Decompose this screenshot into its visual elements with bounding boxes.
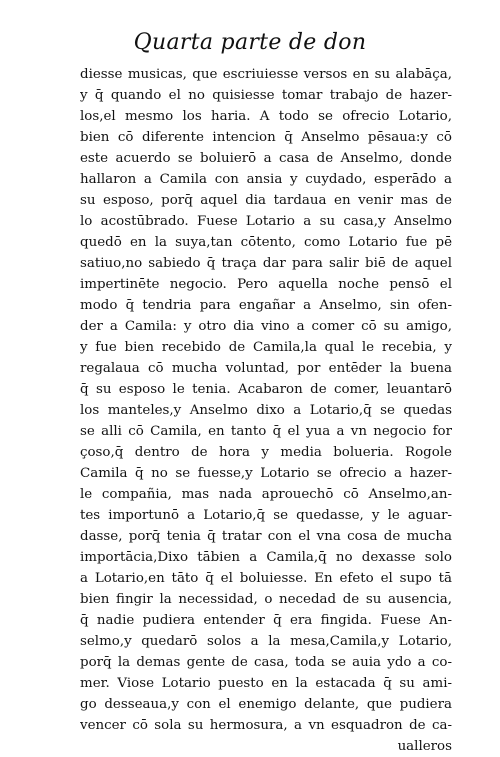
- text-line: a Lotario,en tāto q̄ el boluiesse. En efeto el supo tā: [80, 571, 452, 586]
- text-line: vencer cō sola su hermosura, a vn esquadron de ca-: [80, 718, 452, 733]
- text-line: dasse, porq̄ tenia q̄ tratar con el vna cosa de mucha: [80, 529, 452, 544]
- text-line: le compañia, mas nada aprouechō cō Anselmo,an-: [80, 487, 452, 502]
- text-line: mer. Viose Lotario puesto en la estacada q̄ su ami-: [80, 676, 452, 691]
- text-line: diesse musicas, que escriuiesse versos en su alabāça,: [80, 67, 452, 82]
- text-line: hallaron a Camila con ansia y cuydado, esperādo a: [80, 172, 452, 187]
- text-line: y fue bien recebido de Camila,la qual le recebia, y: [80, 340, 452, 355]
- text-line: Camila q̄ no se fuesse,y Lotario se ofrecio a hazer-: [80, 466, 452, 481]
- text-line: selmo,y quedarō solos a la mesa,Camila,y Lotario,: [80, 634, 452, 649]
- text-line: este acuerdo se boluierō a casa de Anselmo, donde: [80, 151, 452, 166]
- text-line: porq̄ la demas gente de casa, toda se auia ydo a co-: [80, 655, 452, 670]
- text-line: lo acostūbrado. Fuese Lotario a su casa,y Anselmo: [80, 214, 452, 229]
- text-line: satiuo,no sabiedo q̄ traça dar para salir biē de aquel: [80, 256, 452, 271]
- text-line: importācia,Dixo tābien a Camila,q̄ no dexasse solo: [80, 550, 452, 565]
- body-text: [80, 64, 452, 757]
- running-head: Quarta parte de don: [133, 30, 367, 55]
- catchword: ualleros: [397, 739, 452, 754]
- text-line: q̄ nadie pudiera entender q̄ era fingida. Fuese An-: [80, 613, 452, 628]
- text-line: regalaua cō mucha voluntad, por entēder la buena: [80, 361, 452, 376]
- text-line: tes importunō a Lotario,q̄ se quedasse, y le aguar-: [80, 508, 452, 523]
- text-line: bien fingir la necessidad, o necedad de su ausencia,: [80, 592, 452, 607]
- text-line: se alli cō Camila, en tanto q̄ el yua a vn negocio for: [80, 424, 452, 439]
- text-line: quedō en la suya,tan cōtento, como Lotario fue pē: [80, 235, 452, 250]
- text-line: der a Camila: y otro dia vino a comer cō su amigo,: [80, 319, 452, 334]
- text-line: los,el mesmo los haria. A todo se ofrecio Lotario,: [80, 109, 452, 124]
- text-line: los manteles,y Anselmo dixo a Lotario,q̄ se quedas: [80, 403, 452, 418]
- text-line: su esposo, porq̄ aquel dia tardaua en venir mas de: [80, 193, 452, 208]
- text-line: modo q̄ tendria para engañar a Anselmo, sin ofen-: [80, 298, 452, 313]
- text-line: go desseaua,y con el enemigo delante, que pudiera: [80, 697, 452, 712]
- text-line: bien cō diferente intencion q̄ Anselmo pēsaua:y cō: [80, 130, 452, 145]
- text-line: çoso,q̄ dentro de hora y media bolueria. Rogole: [80, 445, 452, 460]
- text-line: q̄ su esposo le tenia. Acabaron de comer, leuantarō: [80, 382, 452, 397]
- text-line: impertinēte negocio. Pero aquella noche pensō el: [80, 277, 452, 292]
- text-line: y q̄ quando el no quisiesse tomar trabajo de hazer-: [80, 88, 452, 103]
